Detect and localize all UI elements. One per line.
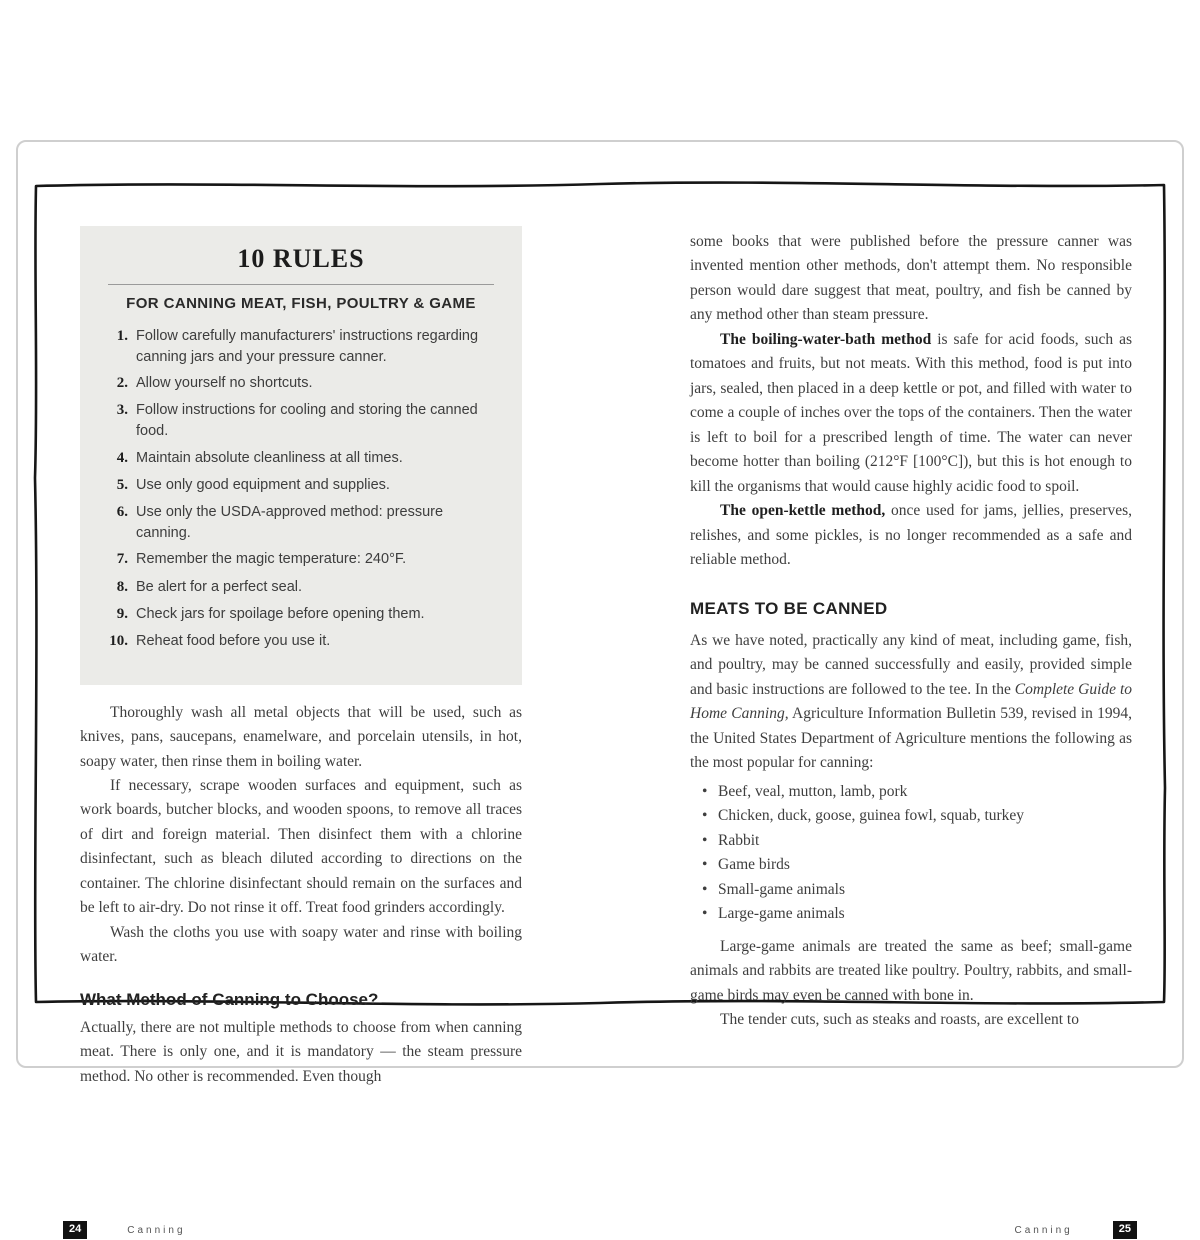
body-paragraph: Wash the cloths you use with soapy water and rinse with boiling water.	[80, 923, 522, 966]
rule-text: Maintain absolute cleanliness at all times.	[136, 449, 403, 466]
body-paragraph: Large-game animals are treated the same as beef; small-game animals and rabbits are treated like poultry. Poultry, rabbits, and small-game birds may even be canned with bone in.	[690, 937, 1132, 1004]
bullet-item: • Small-game animals	[702, 878, 1132, 902]
left-page	[80, 178, 522, 1089]
rule-number: 6.	[116, 504, 128, 521]
rule-number: 2.	[116, 375, 128, 392]
bold-lead: The boiling-water-bath method	[720, 330, 932, 348]
paragraph-text: is safe for acid foods, such as tomatoes and fruits, but not meats. With this method, food is put into jars, sealed, then placed in a deep kettle or pot, and filled with water to come a couple of inches over the tops of the containers. Then the water is left to boil for a prescribed length of time. The water can never become hotter than boiling (212°F [100°C]), but this is hot enough to kill the organisms that would cause highly acidic food to spoil.	[690, 330, 1132, 495]
rule-text: Reheat food before you use it.	[136, 633, 331, 650]
rule-text: Remember the magic temperature: 240°F.	[136, 551, 407, 568]
bold-lead: The open-kettle method,	[720, 502, 886, 520]
body-paragraph: The tender cuts, such as steaks and roasts, are excellent to	[720, 1011, 1079, 1029]
paragraph-text: once used for jams, jellies, preserves, relishes, and some pickles, is no longer recommended as a safe and reliable method.	[690, 502, 1133, 569]
rule-text: Check jars for spoilage before opening them.	[136, 605, 425, 622]
rules-list	[102, 326, 500, 653]
rule-item	[102, 502, 500, 543]
rule-item	[102, 448, 500, 469]
page-number-left: 24	[63, 1221, 87, 1238]
rules-box-subtitle: FOR CANNING MEAT, FISH, POULTRY & GAME	[126, 295, 476, 312]
book-spread	[30, 178, 1170, 1236]
rule-number: 9.	[116, 605, 128, 622]
rule-item	[102, 326, 500, 367]
rule-text: Use only the USDA-approved method: pressure canning.	[136, 504, 444, 541]
rule-item	[102, 577, 500, 598]
rule-text: Be alert for a perfect seal.	[136, 578, 303, 595]
rule-item	[102, 549, 500, 570]
rule-item	[102, 604, 500, 625]
body-paragraph: some books that were published before the pressure canner was invented mention other methods, don't attempt them. No responsible person would dare suggest that meat, poultry, and fish be canned by any method other than steam pressure.	[690, 233, 1132, 324]
rule-item	[102, 475, 500, 496]
body-paragraph: Thoroughly wash all metal objects that will be used, such as knives, pans, saucepans, enamelware, and porcelain utensils, in hot, soapy water, then rinse them in boiling water.	[80, 703, 522, 770]
rule-item	[102, 631, 500, 652]
rule-number: 4.	[116, 449, 128, 466]
rule-text: Allow yourself no shortcuts.	[136, 375, 313, 392]
body-paragraph: If necessary, scrape wooden surfaces and equipment, such as work boards, butcher blocks, and wooden spoons, to remove all traces of dirt and foreign material. Then disinfect them with a chlorine disinfectant, such as bleach diluted according to directions on the container. The chlorine disinfectant should remain on the surfaces and be left to air-dry. Do not rinse it off. Treat food grinders accordingly.	[80, 777, 522, 917]
bullet-item: • Chicken, duck, goose, guinea fowl, squab, turkey	[702, 804, 1132, 828]
rules-box	[80, 226, 522, 685]
rule-number: 5.	[116, 476, 128, 493]
book-title-italic: Complete Guide to Home Canning,	[690, 680, 1133, 723]
paragraph-text: As we have noted, practically any kind of meat, including game, fish, and poultry, may be canned successfully and easily, provided simple and basic instructions are followed to the tee. In the	[690, 631, 1132, 698]
page-number-right: 25	[1113, 1221, 1137, 1238]
rule-item	[102, 400, 500, 441]
rule-text: Use only good equipment and supplies.	[136, 476, 390, 493]
rule-text: Follow carefully manufacturers' instructions regarding canning jars and your pressure canner.	[136, 328, 479, 365]
bullet-item: • Large-game animals	[702, 902, 1132, 926]
rule-text: Follow instructions for cooling and storing the canned food.	[136, 402, 478, 440]
footer-label-right: Canning	[1014, 1224, 1073, 1236]
paragraph-text: Agriculture Information Bulletin 539, revised in 1994, the United States Department of Agriculture mentions the following as the most popular for canning:	[690, 705, 1132, 772]
body-paragraph	[690, 499, 1132, 572]
body-paragraph	[690, 328, 1132, 499]
rule-number: 8.	[116, 578, 128, 595]
right-page-footer	[974, 1220, 1137, 1240]
right-page	[690, 178, 1132, 1033]
bullet-item: • Game birds	[702, 853, 1132, 877]
section-heading-meats: MEATS TO BE CANNED	[690, 598, 888, 618]
bullet-item: • Rabbit	[702, 829, 1132, 853]
footer-label-left: Canning	[127, 1224, 186, 1236]
section-heading-method: What Method of Canning to Choose?	[80, 989, 379, 1009]
rule-number: 7.	[116, 551, 128, 568]
rule-number: 10.	[109, 633, 128, 650]
left-page-footer	[63, 1220, 226, 1240]
rules-box-title: 10 RULES	[108, 244, 494, 285]
rule-number: 1.	[116, 328, 128, 344]
body-paragraph	[690, 629, 1132, 776]
bullet-item: • Beef, veal, mutton, lamb, pork	[702, 780, 1132, 804]
rule-number: 3.	[116, 402, 128, 419]
meats-bullet-list	[702, 780, 1132, 927]
body-paragraph: Actually, there are not multiple methods to choose from when canning meat. There is only one, and it is mandatory — the steam pressure method. No other is recommended. Even though	[80, 1018, 522, 1085]
rule-item	[102, 373, 500, 394]
